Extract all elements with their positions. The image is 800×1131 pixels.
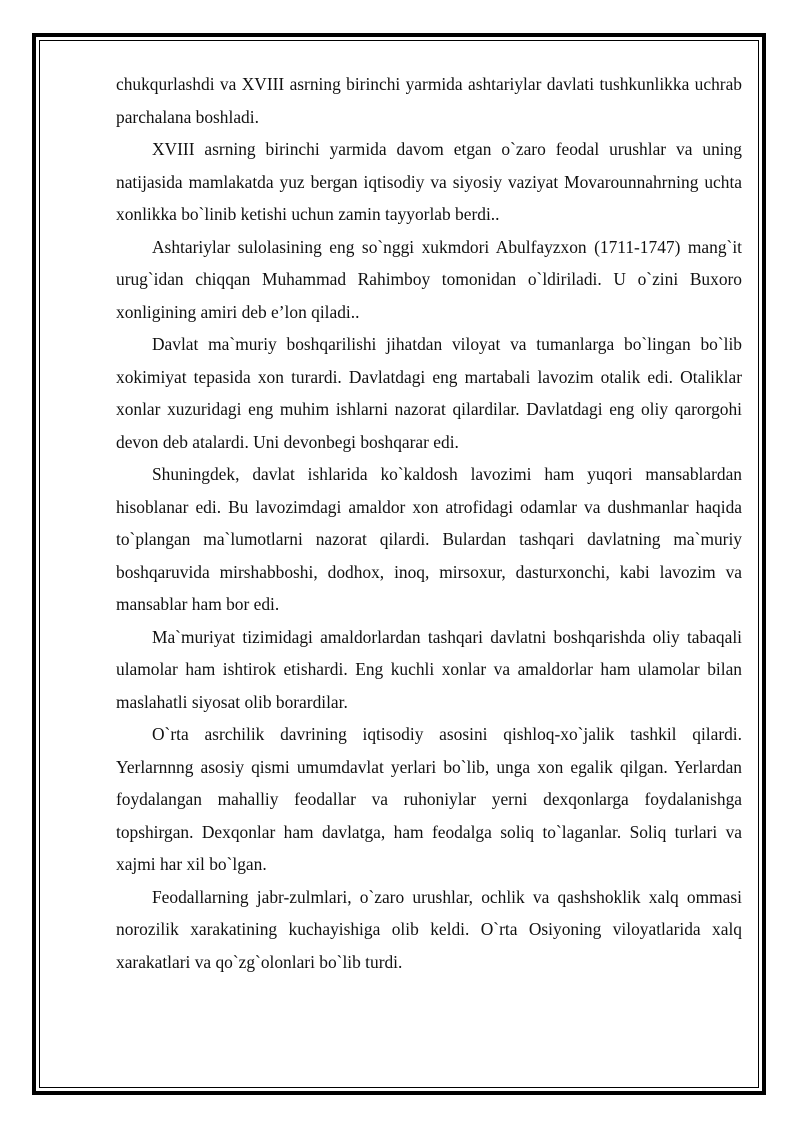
- paragraph-1: chukqurlashdi va XVIII asrning birinchi yarmida ashtariylar davlati tushkunlikka uchrab parchalana boshladi.: [116, 74, 742, 127]
- document-body: [116, 68, 742, 978]
- paragraph-3: Ashtariylar sulolasining eng so`nggi xukmdori Abulfayzxon (1711-1747) mang`it urug`idan chiqqan Muhammad Rahimboy tomonidan o`ldiriladi. U o`zini Buxoro xonligining amiri deb e’lon qiladi..: [116, 236, 742, 322]
- paragraph-7: O`rta asrchilik davrining iqtisodiy asosini qishloq-xo`jalik tashkil qilardi. Yerlarnnng asosiy qismi umumdavlat yerlari bo`lib, unga xon egalik qilgan. Yerlardan foydalangan mahalliy feodallar va ruhoniylar yerni dexqonlarga foydalanishga topshirgan. Dexqonlar ham davlatga, ham feodalga soliq to`laganlar. Soliq turlari va xajmi har xil bo`lgan.: [116, 724, 742, 874]
- paragraph-6: Ma`muriyat tizimidagi amaldorlardan tashqari davlatni boshqarishda oliy tabaqali ulamolar ham ishtirok etishardi. Eng kuchli xonlar va amaldorlar ham ulamolar bilan maslahatli siyosat olib borardilar.: [116, 626, 742, 712]
- paragraph-8: Feodallarning jabr-zulmlari, o`zaro urushlar, ochlik va qashshoklik xalq ommasi norozilik xarakatining kuchayishiga olib keldi. O`rta Osiyoning viloyatlarida xalq xarakatlari va qo`zg`olonlari bo`lib turdi.: [116, 886, 742, 972]
- paragraph-5: Shuningdek, davlat ishlarida ko`kaldosh lavozimi ham yuqori mansablardan hisoblanar edi. Bu lavozimdagi amaldor xon atrofidagi odamlar va dushmanlar haqida to`plangan ma`lumotlarni nazorat qilardi. Bulardan tashqari davlatning ma`muriy boshqaruvida mirshabboshi, dodhox, inoq, mirsoxur, dasturxonchi, kabi lavozim va mansablar ham bor edi.: [116, 464, 742, 614]
- paragraph-2: XVIII asrning birinchi yarmida davom etgan o`zaro feodal urushlar va uning natijasida mamlakatda yuz bergan iqtisodiy va siyosiy vaziyat Movarounnahrning uchta xonlikka bo`linib ketishi uchun zamin tayyorlab berdi..: [116, 139, 742, 224]
- paragraph-4: Davlat ma`muriy boshqarilishi jihatdan viloyat va tumanlarga bo`lingan bo`lib xokimiyat tepasida xon turardi. Davlatdagi eng martabali lavozim otalik edi. Otaliklar xonlar xuzuridagi eng muhim ishlarni nazorat qilardilar. Davlatdagi eng oliy qarorgohi devon deb atalardi. Uni devonbegi boshqarar edi.: [116, 334, 742, 452]
